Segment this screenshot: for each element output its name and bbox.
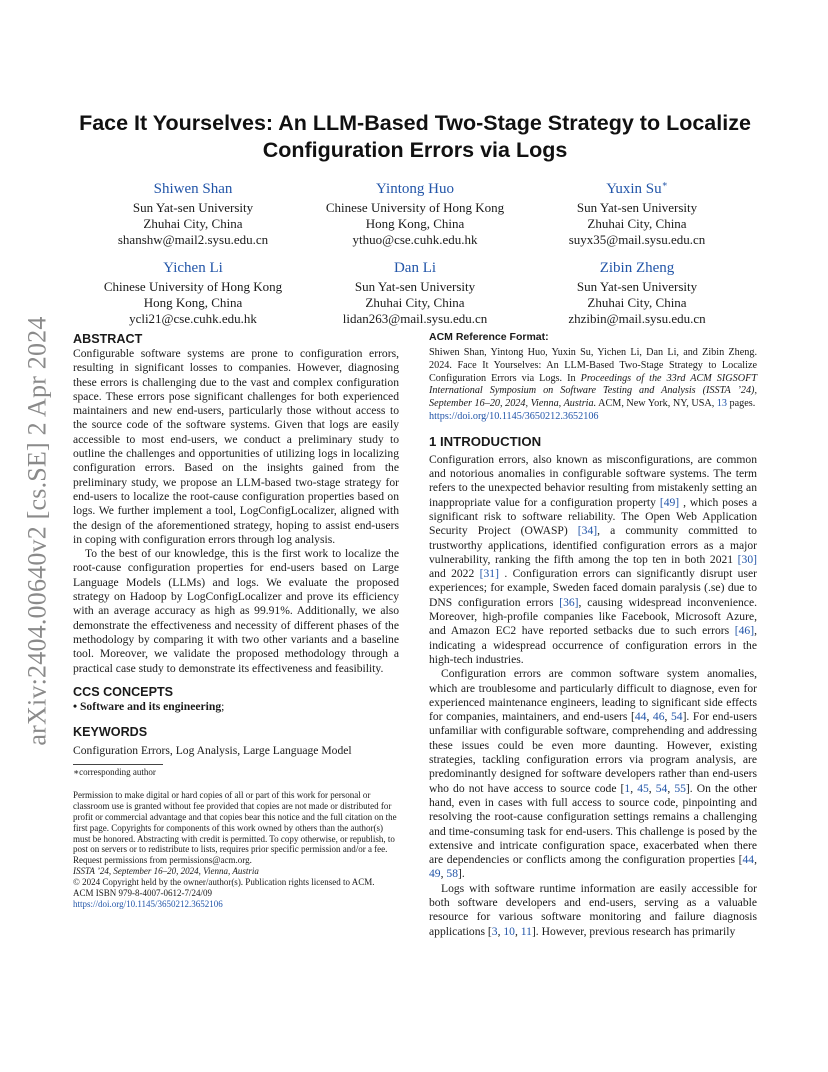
author-affiliation: Chinese University of Hong Kong	[325, 200, 505, 215]
citation-link[interactable]: [36]	[559, 595, 579, 609]
acm-reference-heading: ACM Reference Format:	[429, 331, 549, 343]
venue-line: ISSTA ’24, September 16–20, 2024, Vienna, Austria	[73, 866, 259, 877]
author-email[interactable]: zhzibin@mail.sysu.edu.cn	[568, 311, 706, 326]
citation-link[interactable]: 1	[624, 781, 631, 795]
author-email[interactable]: lidan263@mail.sysu.edu.cn	[342, 311, 488, 326]
citation-link[interactable]: 10	[503, 924, 515, 938]
keywords-text: Configuration Errors, Log Analysis, Large Language Model	[73, 743, 352, 757]
abstract-paragraph: To the best of our knowledge, this is the first work to localize the root-cause configuration properties for end-users based on Large Language Models (LLMs) and logs. We evaluate the proposed strategy on Hadoop by LogConfigLocalizer and prove its efficiency with an average accuracy as high as 99.91%. Additionally, we also demonstrate the effectiveness and necessity of different phases of the methodology by comparing it with two other variants and a baseline tool. Moreover, we validate the proposed methodology through a practical case study to demonstrate its effectiveness and feasibility.	[73, 547, 399, 675]
keywords-heading: KEYWORDS	[73, 724, 148, 739]
author-location: Zhuhai City, China	[587, 216, 687, 231]
citation-link[interactable]: [31]	[479, 567, 499, 581]
citation-link[interactable]: 3	[491, 924, 498, 938]
acm-reference-body: Shiwen Shan, Yintong Huo, Yuxin Su, Yichen Li, Dan Li, and Zibin Zheng. 2024. Face It Yourselves: An LLM-Based Two-Stage Strategy to Localize Configuration Errors via Logs. In Proceedings of the 33rd ACM SIGSOFT International Symposium on Software Testing and Analysis (ISSTA ’24), September 16–20, 2024, Vienna, Austria. ACM, New York, NY, USA, 13 pages. https://doi.org/10.1145/3650212.3652106	[429, 347, 757, 422]
citation-link[interactable]: 44	[634, 710, 647, 724]
author-block	[295, 175, 535, 248]
author-name[interactable]: Yuxin Su∗	[606, 179, 668, 197]
citation-link[interactable]: [46]	[734, 624, 755, 638]
arxiv-identifier-stamp	[18, 296, 58, 766]
author-name[interactable]: Zibin Zheng	[599, 260, 675, 276]
right-column	[429, 331, 757, 939]
corresponding-author-footnote: ∗corresponding author	[73, 766, 156, 777]
citation-link[interactable]: 46	[652, 710, 665, 724]
intro-paragraph: Configuration errors, also known as misconfigurations, are common and notorious anomalies in configurable software systems. The term refers to the unexpected behavior resulting from mistakenly setting an inappropriate value for a configuration property [49] , which poses a significant risk to software reliability. The Open Web Application Security Project (OWASP) [34], a community committed to trustworthy applications, identified configuration errors as a major vulnerability, ranking the fifth among the top ten in both 2021 [30] and 2022 [31] . Configuration errors can significantly disrupt user experiences; for example, Sweden faced domain paralysis (.se) due to DNS configuration errors [36], causing widespread inconvenience. Moreover, high-profile companies like Facebook, Microsoft Azure, and Amazon EC2 have reported setbacks due to such errors [46], indicating a widespread occurrence of configuration errors in the high-tech industries.	[429, 452, 757, 666]
abstract-heading: ABSTRACT	[73, 332, 143, 346]
author-email[interactable]: suyx35@mail.sysu.edu.cn	[568, 232, 706, 247]
citation-link[interactable]: 58	[446, 867, 458, 881]
author-location: Hong Kong, China	[365, 216, 465, 231]
introduction-heading: 1 INTRODUCTION	[429, 433, 542, 449]
citation-link[interactable]: 54	[670, 710, 683, 724]
permission-notice	[73, 790, 399, 910]
citation-link[interactable]: 44	[742, 853, 755, 867]
intro-paragraph: Configuration errors are common software system anomalies, which are troublesome and particularly difficult to diagnose, even for experienced maintenance engineers, leading to significant side effects for companies, maintainers, and end-users [44, 46, 54]. For end-users unfamiliar with configurable software, comprehending and addressing these issues could be even more daunting. However, existing strategies, tackling configuration errors via program analysis, are predominantly designed for software developers rather than end-users who do not have access to source code [1, 45, 54, 55]. On the other hand, even in cases with full access to source code, pinpointing and resolving the root-cause configuration settings remains a challenging and time-consuming task for end-users. This challenge is posed by the extensive and intricate configuration space, exacerbated when there are dependencies or conflicts among the configuration properties [44, 49, 58].	[429, 667, 758, 881]
citation-link[interactable]: 11	[520, 924, 532, 938]
copyright-line: © 2024 Copyright held by the owner/author(s). Publication rights licensed to ACM.	[73, 877, 375, 888]
author-location: Zhuhai City, China	[143, 216, 243, 231]
author-block	[517, 254, 757, 327]
citation-link[interactable]: 45	[637, 781, 649, 795]
left-column	[73, 331, 399, 910]
author-email[interactable]: ythuo@cse.cuhk.edu.hk	[352, 232, 478, 247]
author-name[interactable]: Yichen Li	[163, 260, 223, 276]
doi-link[interactable]: https://doi.org/10.1145/3650212.3652106	[429, 410, 599, 422]
citation-link[interactable]: [49]	[659, 495, 680, 509]
ccs-concepts-heading: CCS CONCEPTS	[73, 684, 174, 699]
citation-link[interactable]: 55	[674, 781, 686, 795]
title-line-1: Face It Yourselves: An LLM-Based Two-Stage Strategy to Localize	[79, 111, 751, 135]
author-block	[73, 254, 313, 327]
author-block	[517, 175, 757, 248]
title-line-2: Configuration Errors via Logs	[262, 138, 568, 162]
author-email[interactable]: ycli21@cse.cuhk.edu.hk	[129, 311, 257, 326]
author-affiliation: Chinese University of Hong Kong	[103, 279, 283, 294]
author-name[interactable]: Yintong Huo	[376, 181, 454, 197]
doi-link[interactable]: https://doi.org/10.1145/3650212.3652106	[73, 898, 223, 909]
page-count-link[interactable]: 13	[716, 398, 727, 410]
citation-link[interactable]: [30]	[737, 552, 757, 566]
footnote-divider	[73, 764, 163, 765]
author-name[interactable]: Shiwen Shan	[153, 181, 233, 197]
permission-text: Permission to make digital or hard copies of all or part of this work for personal or classroom use is granted without fee provided that copies are not made or distributed for profit or commercial advantage and that copies bear this notice and the full citation on the first page. Copyrights for components of this work owned by others than the author(s) must be honored. Abstracting with credit is permitted. To copy otherwise, or republish, to post on servers or to redistribute to lists, requires prior specific permission and/or a fee. Request permissions from permissions@acm.org.	[73, 789, 397, 866]
intro-paragraph: Logs with software runtime information are easily accessible for both software developers and end-users, serving as a valuable resource for various software monitoring and failure diagnosis applications [3, 10, 11]. However, previous research has primarily	[429, 881, 757, 938]
author-location: Zhuhai City, China	[365, 295, 465, 310]
ccs-concept-item: • Software and its engineering;	[73, 699, 225, 713]
paper-title	[60, 110, 770, 164]
author-name[interactable]: Dan Li	[393, 260, 437, 276]
abstract-paragraph: Configurable software systems are prone to configuration errors, resulting in significant losses to companies. However, diagnosing these errors is challenging due to the vast and complex configuration space. These errors pose significant challenges for both experienced maintainers and new end-users, particularly those without access to the source code of the software systems. Given that logs are easily accessible to most end-users, we conduct a preliminary study to outline the challenges and opportunities of utilizing logs in localizing configuration errors. Based on the insights gained from the preliminary study, we propose an LLM-based two-stage strategy for end-users to localize the root-cause configuration properties based on logs. We further implement a tool, LogConfigLocalizer, aligned with the design of the aforementioned strategy, hoping to assist end-users in coping with configuration errors through log analysis.	[73, 347, 399, 546]
author-affiliation: Sun Yat-sen University	[576, 200, 698, 215]
author-affiliation: Sun Yat-sen University	[354, 279, 476, 294]
author-block	[73, 175, 313, 248]
isbn-line: ACM ISBN 979-8-4007-0612-7/24/09	[73, 888, 212, 899]
citation-link[interactable]: 54	[655, 781, 668, 795]
author-affiliation: Sun Yat-sen University	[132, 200, 254, 215]
author-location: Zhuhai City, China	[587, 295, 687, 310]
citation-link[interactable]: [34]	[577, 524, 598, 538]
author-block	[295, 254, 535, 327]
author-email[interactable]: shanshw@mail2.sysu.edu.cn	[117, 232, 269, 247]
author-location: Hong Kong, China	[143, 295, 243, 310]
author-affiliation: Sun Yat-sen University	[576, 279, 698, 294]
citation-link[interactable]: 49	[429, 867, 441, 881]
arxiv-id-text: arXiv:2404.00640v2 [cs.SE] 2 Apr 2024	[23, 316, 53, 746]
